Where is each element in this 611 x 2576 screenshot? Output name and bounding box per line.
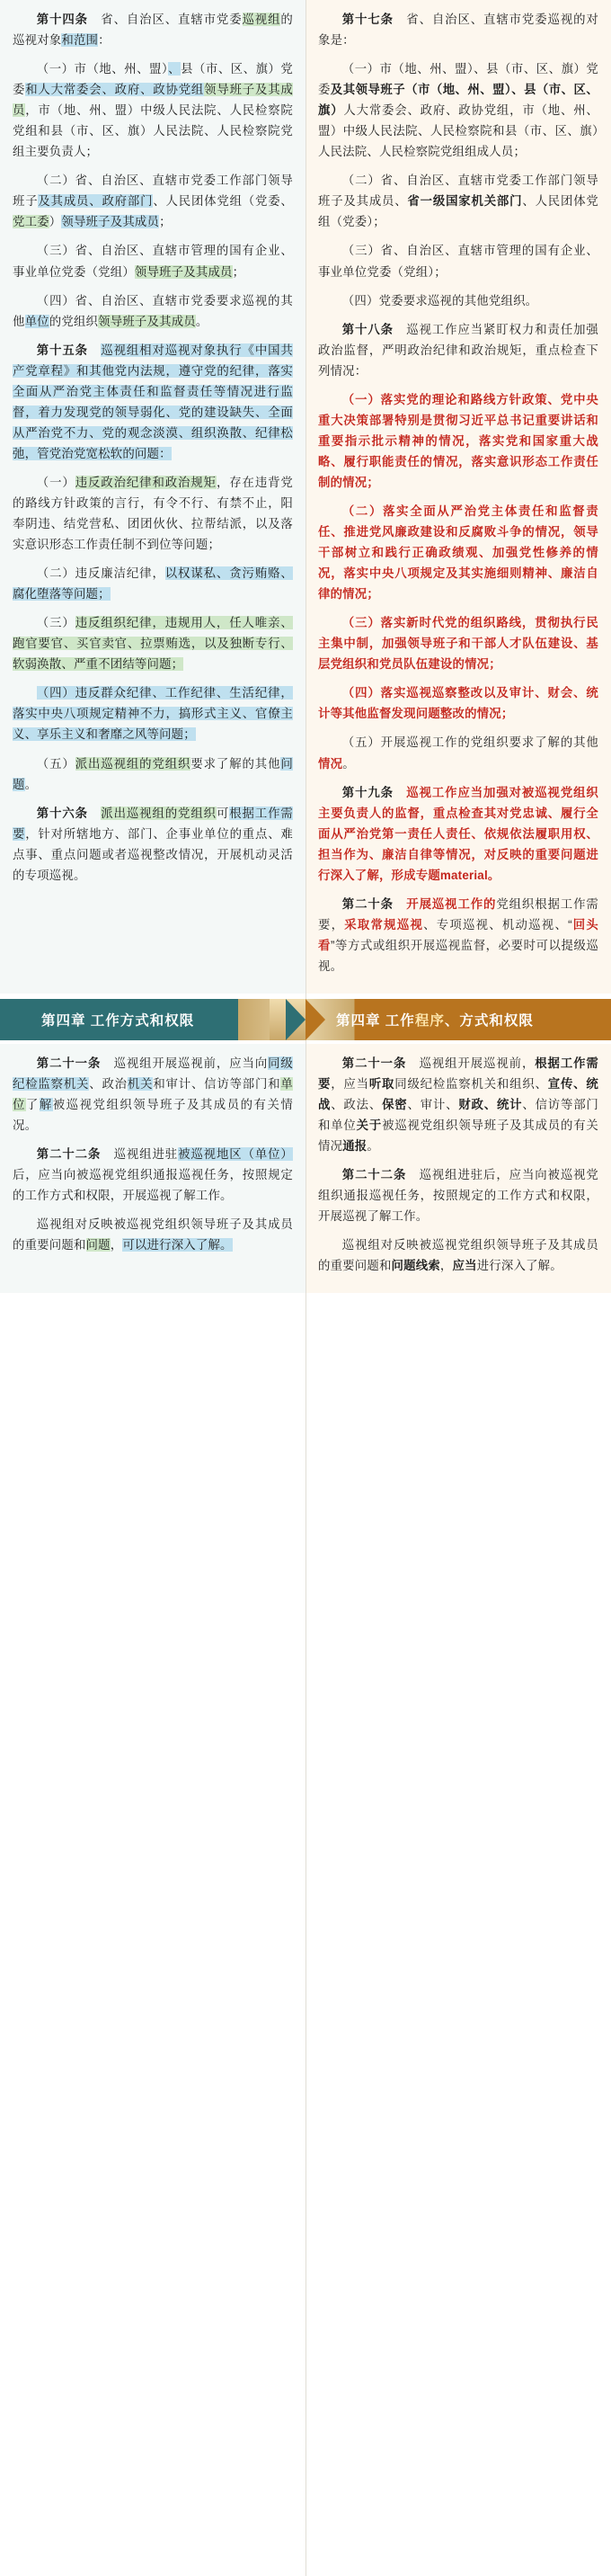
text-run-artnum: 第二十一条 — [36, 1056, 102, 1070]
text-run: 的党组织 — [49, 314, 99, 328]
text-run: （二）省、自治区、直辖市党委工作部门领导班子及其成员、 — [318, 174, 598, 209]
paragraph-art17 — [318, 9, 598, 50]
text-run-hl-green: 单位 — [13, 1077, 294, 1112]
text-run-artnum: 第十八条 — [341, 322, 394, 336]
text-run-artnum: 第十五条 — [36, 343, 88, 357]
text-run: ： — [98, 33, 111, 48]
text-run-hl-green: 领导班子及其成员 — [98, 314, 196, 328]
chapter-banner-right-label: 第四章 工作程序、方式和权限 — [336, 1012, 534, 1029]
text-run-b: 根据工作需要 — [318, 1056, 599, 1092]
right-column-new-version-bottom — [306, 1044, 611, 1293]
text-run: ； — [159, 215, 172, 229]
paragraph-art17-3 — [318, 240, 598, 281]
text-run-hl-blue: 同级纪检监察机关 — [13, 1056, 294, 1092]
paragraph-art21r — [318, 1053, 598, 1156]
text-run: 、信访等部门和单位 — [318, 1098, 599, 1133]
paragraph-art14 — [13, 9, 293, 50]
text-run-b: 省一级国家机关部门 — [407, 194, 523, 209]
text-run: （一）市（地、州、盟）、县（市、区、旗）党委 — [318, 62, 598, 97]
text-run — [88, 343, 101, 357]
text-run: （三） — [36, 616, 75, 630]
text-run-hl-blue: 以权谋私、贪污贿赂、腐化堕落等问题； — [13, 566, 293, 602]
left-column-body-bottom — [13, 1053, 293, 1255]
text-run-hl-blue: 机关 — [127, 1077, 154, 1092]
text-run: ） — [49, 215, 62, 229]
text-run: ， — [110, 1238, 123, 1252]
text-run-hl-green: 派出巡视组的党组织 — [101, 806, 217, 820]
text-run-hl-blue: 领导班子及其成员 — [61, 215, 160, 229]
text-run-artnum: 第二十一条 — [341, 1056, 407, 1070]
text-run: ， — [439, 1259, 453, 1273]
paragraph-art22rb — [318, 1235, 598, 1276]
paragraph-art15-1 — [13, 472, 293, 555]
text-run: 巡视工作应当紧盯权力和责任加强政治监督，严明政治纪律和政治规矩，重点检查下列情况： — [318, 322, 598, 378]
text-run-hl-blue: 巡视组相对巡视对象执行《中国共产党章程》和其他党内法规，遵守党的纪律，落实全面从严治党主体责任和监督责任等情况进行监督，着力发现党的领导弱化、党的建设缺失、全面从严治党不力、党的观念淡漠、组织涣散、纪律松弛，管党治党宽松软的问题： — [13, 343, 293, 460]
text-run-artnum: 第十四条 — [36, 13, 88, 26]
text-run: （五） — [36, 756, 75, 771]
text-run-hl-blue: 和范围 — [61, 33, 99, 48]
text-run-b: 保密 — [382, 1098, 408, 1112]
text-run: （二）省、自治区、直辖市党委工作部门领导班子 — [13, 174, 293, 209]
text-run: ，市（地、州、盟）中级人民法院、人民检察院党组和县（市、区、旗）人民法院、人民检察院党组主要负责人； — [13, 103, 294, 159]
text-run: 了 — [25, 1098, 40, 1112]
text-run: 党组织根据工作需要， — [318, 896, 598, 931]
paragraph-art17-2 — [318, 170, 598, 232]
text-run-red: 开展巡视工作的 — [406, 896, 497, 911]
text-run-hl-green: 违反组织纪律，违规用人，任人唯亲、跑官要官、买官卖官、拉票贿选，以及独断专行、软弱涣散、严重不团结等问题； — [13, 616, 293, 672]
paragraph-art15-2 — [13, 563, 293, 604]
paragraph-art14-3 — [13, 240, 293, 281]
text-run: 、审计、 — [407, 1098, 459, 1112]
text-run-hl-green: 党工委 — [13, 215, 49, 229]
text-run: ，应当 — [331, 1077, 369, 1092]
text-run-red: 回头看 — [318, 917, 599, 952]
text-run: （四）党委要求巡视的其他党组织。 — [341, 293, 538, 308]
text-run-hl-blue: 和人大常委会、政府、政协党组 — [25, 83, 205, 97]
text-run: 可 — [216, 806, 230, 820]
text-run: ，针对所辖地方、部门、企事业单位的重点、难点事、重点问题或者巡视整改情况，开展机动灵活的专项巡视。 — [13, 826, 294, 882]
text-run: ； — [232, 264, 245, 279]
paragraph-art15-3 — [13, 612, 293, 674]
text-run-hl-green: 问题 — [85, 1238, 111, 1252]
text-run-artnum: 第十九条 — [341, 785, 394, 799]
text-run: 的巡视对象 — [13, 13, 293, 48]
text-run: 被巡视党组织领导班子及其成员的有关情况。 — [13, 1098, 293, 1133]
text-run-red: 采取常规巡视 — [344, 917, 424, 931]
paragraph-art22 — [13, 1144, 293, 1206]
text-run-b: 应当 — [452, 1259, 477, 1273]
chapter-banner — [0, 999, 611, 1040]
right-column-body — [318, 9, 598, 976]
text-run: 巡视组进驻 — [101, 1147, 179, 1162]
text-run: 、人民团体党组（党委）； — [318, 194, 598, 229]
text-run: 。 — [195, 314, 208, 328]
text-run-hl-blue: 问题 — [13, 756, 293, 791]
text-run: 、人民团体党组（党委、 — [153, 194, 293, 209]
right-column-body-bottom — [318, 1053, 598, 1276]
paragraph-art14-4 — [13, 290, 293, 332]
text-run: 要求了解的其他 — [190, 756, 281, 771]
paragraph-art18 — [318, 319, 598, 381]
paragraph-art15-5 — [13, 753, 293, 795]
text-run: 、政治 — [89, 1077, 128, 1092]
text-run-b: 听取 — [368, 1077, 395, 1092]
text-run: 巡视组开展巡视前， — [406, 1056, 536, 1070]
paragraph-art18-3 — [318, 612, 598, 674]
right-column-new-version — [306, 0, 611, 994]
paragraph-art14-1 — [13, 58, 293, 162]
left-column-old-version — [0, 0, 306, 994]
paragraph-art18-1 — [318, 389, 598, 493]
text-run: （五）开展巡视工作的党组织要求了解的其他 — [341, 735, 598, 750]
text-run: 省、自治区、直辖市党委巡视的对象是： — [318, 13, 598, 48]
text-run-hl-green: 领导班子及其成员 — [134, 264, 233, 279]
paragraph-art18-5 — [318, 732, 598, 773]
paragraph-art20 — [318, 894, 598, 976]
paragraph-art18-4 — [318, 682, 598, 724]
text-run: 巡视组对反映被巡视党组织领导班子及其成员的重要问题和 — [13, 1217, 293, 1252]
text-run-red: 巡视工作应当加强对被巡视党组织主要负责人的监督，重点检查其对党忠诚、履行全面从严治党第一责任人责任、依规依法履职用权、担当作为、廉洁自律等情况，对反映的重要问题进行深入了解，形成专题material。 — [318, 785, 598, 882]
text-run-hl-blue: 、 — [168, 62, 182, 76]
text-run: 进行深入了解。 — [476, 1259, 562, 1273]
text-run: ”等方式或组织开展巡视监督，必要时可以提级巡视。 — [318, 938, 599, 973]
text-run: ，存在违背党的路线方针政策的言行，有令不行、有禁不止，阳奉阴违、结党营私、团团伙伙、拉帮结派，以及落实意识形态工作责任制不到位等问题； — [13, 475, 294, 552]
text-run-hl-green: 巡视组 — [242, 13, 281, 26]
text-run-red: （三）落实新时代党的组织路线，贯彻执行民主集中制，加强领导班子和干部人才队伍建设、基层党组织和党员队伍建设的情况； — [318, 616, 598, 672]
text-run-hl-blue: 单位 — [24, 314, 49, 328]
text-run-b: 关于 — [356, 1119, 383, 1133]
chapter-banner-left — [0, 999, 306, 1040]
text-run-hl-blue: 可以进行深入了解。 — [122, 1238, 233, 1252]
text-run-red: （一）落实党的理论和路线方针政策、党中央重大决策部署特别是贯彻习近平总书记重要讲话和重要指示批示精神的情况，落实党和国家重大战略、履行职能责任的情况，落实意识形态工作责任制的情况； — [318, 392, 598, 489]
text-run: （一）市（地、州、盟） — [36, 62, 169, 76]
text-run: 。 — [342, 756, 355, 771]
text-run-hl-green: 领导班子及其成员 — [13, 83, 293, 118]
paragraph-art14-2 — [13, 170, 293, 232]
text-run: 同级纪检监察机关和组织、 — [394, 1077, 548, 1092]
text-run: 和审计、信访等部门和 — [153, 1077, 281, 1092]
text-run: 被巡视党组织领导班子及其成员的有关情况 — [318, 1119, 598, 1154]
text-run: 县（市、区、旗）党委 — [13, 62, 294, 97]
text-run-hl-blue: 根据工作需要 — [13, 806, 293, 841]
text-run-b: 宣传、统战 — [318, 1077, 598, 1112]
text-run: （三）省、自治区、直辖市管理的国有企业、事业单位党委（党组） — [13, 244, 293, 279]
left-column-body — [13, 9, 293, 886]
text-run: 。 — [24, 777, 38, 791]
text-run: 后，应当向被巡视党组织通报巡视任务，按照规定的工作方式和权限，开展巡视了解工作。 — [13, 1168, 293, 1203]
text-run — [88, 807, 101, 820]
text-run: （一） — [36, 475, 75, 489]
paragraph-art17-1 — [318, 58, 598, 162]
text-run: 省、自治区、直辖市党委 — [87, 13, 243, 26]
paragraph-art22r — [318, 1164, 598, 1226]
text-run-b: 问题线索 — [391, 1259, 440, 1273]
text-run-artnum: 第二十条 — [341, 896, 394, 911]
paragraph-art21 — [13, 1053, 293, 1136]
paragraph-art22b — [13, 1214, 293, 1255]
text-run-hl-blue: 解 — [39, 1098, 53, 1112]
text-run: 、政法、 — [331, 1098, 383, 1112]
text-run: （二）违反廉洁纪律， — [36, 566, 165, 581]
text-run-artnum: 第二十二条 — [341, 1168, 407, 1182]
text-run-hl-green: 派出巡视组的党组织 — [75, 756, 191, 771]
text-run-artnum: 第十六条 — [36, 806, 88, 820]
paragraph-art18-2 — [318, 501, 598, 604]
left-column-old-version-bottom — [0, 1044, 306, 1293]
paragraph-art19 — [318, 782, 598, 886]
text-run-b: 财政、统计 — [458, 1098, 523, 1112]
text-run-red: （二）落实全面从严治党主体责任和监督责任、推进党风廉政建设和反腐败斗争的情况，领导干部树立和践行正确政绩观、加强党性修养的情况，落实中央八项规定及其实施细则精神、廉洁自律的情况； — [318, 504, 598, 602]
text-run: 、专项巡视、机动巡视、“ — [423, 917, 572, 931]
text-run-artnum: 第二十二条 — [36, 1147, 102, 1162]
paragraph-art15-4 — [13, 682, 293, 744]
paragraph-art17-4 — [318, 290, 598, 311]
text-run: 。 — [367, 1139, 379, 1154]
chapter-banner-right — [306, 999, 611, 1040]
banner-arrow-left-icon — [306, 999, 325, 1040]
text-run: （四）省、自治区、直辖市党委要求巡视的其他 — [13, 293, 293, 328]
text-run-hl-blue: 及其成员、政府部门 — [38, 194, 154, 209]
text-run: 人大常委会、政府、政协党组，市（地、州、盟）中级人民法院、人民检察院和县（市、区、旗）人民法院、人民检察院党组组成人员； — [318, 103, 598, 159]
paragraph-art16 — [13, 803, 293, 886]
text-run: 巡视组开展巡视前，应当向 — [101, 1056, 269, 1070]
text-run-b: 及其领导班子（市（地、州、盟）、县（市、区、旗） — [318, 83, 598, 118]
text-run: （三）省、自治区、直辖市管理的国有企业、事业单位党委（党组）； — [318, 244, 598, 279]
text-run-b: 通报 — [342, 1139, 367, 1154]
text-run: 巡视组对反映被巡视党组织领导班子及其成员的重要问题和 — [318, 1238, 598, 1273]
text-run: 巡视组进驻后，应当向被巡视党组织通报巡视任务，按照规定的工作方式和权限，开展巡视了解工作。 — [318, 1168, 599, 1224]
paragraph-art15 — [13, 340, 293, 464]
chapter-banner-left-label: 第四章 工作方式和权限 — [41, 1012, 195, 1029]
text-run-red: 情况 — [318, 756, 343, 771]
text-run-artnum: 第十七条 — [341, 13, 394, 26]
text-run-hl-blue: （四）违反群众纪律、工作纪律、生活纪律，落实中央八项规定精神不力，搞形式主义、官僚主义、享乐主义和奢靡之风等问题； — [13, 686, 293, 742]
text-run-hl-blue: 被巡视地区（单位） — [178, 1147, 294, 1162]
text-run-hl-green: 违反政治纪律和政治规矩 — [75, 475, 217, 489]
text-run — [394, 897, 406, 911]
text-run-red: （四）落实巡视巡察整改以及审计、财会、统计等其他监督发现问题整改的情况； — [318, 686, 598, 721]
